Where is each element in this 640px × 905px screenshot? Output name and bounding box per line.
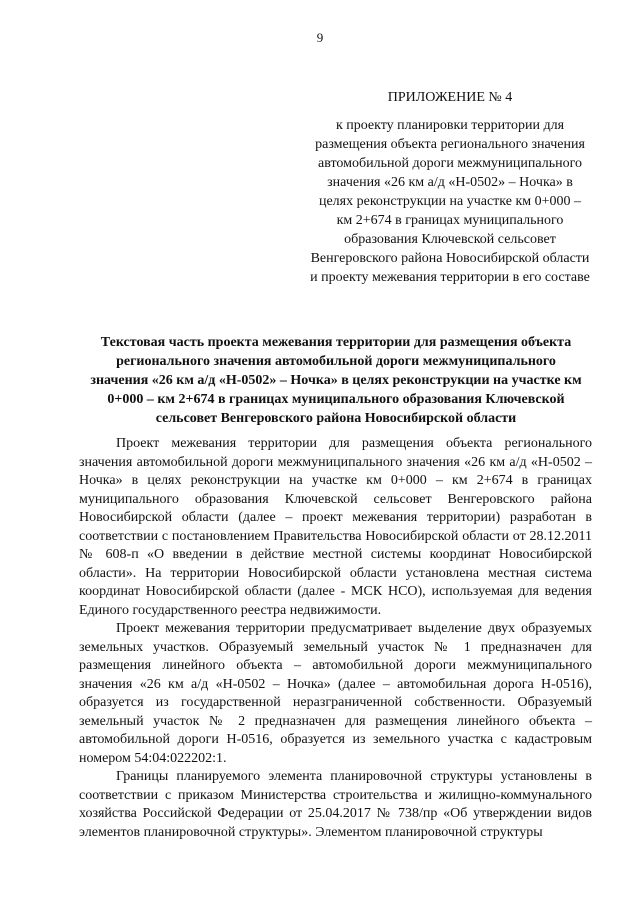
appendix-line: автомобильной дороги межмуниципального [318,156,582,171]
appendix-line: Венгеровского района Новосибирской области [310,251,590,266]
appendix-line: образования Ключевской сельсовет [344,232,556,247]
appendix-line: к проекту планировки территории для [335,118,565,133]
appendix-line: и проекту межевания территории в его составе [310,270,590,285]
appendix-title: ПРИЛОЖЕНИЕ № 4 [387,90,513,105]
appendix-line: целях реконструкции на участке км 0+000 – [318,194,582,209]
body-text [79,435,592,842]
body-paragraph: Проект межевания территории предусматривает выделение двух образуемых земельных участков. Образуемый земельный участок № 1 предназначен для размещения линейного объекта – автомобильной дороги межмуниципального значения «26 км а/д «Н-0502 – Ночка» (далее – автомобильная дорога Н-0516), образуется из государственной неразграниченной собственности. Образуемый земельный участок № 2 предназначен для размещения линейного объекта – автомобильной дороги Н-0516, образуется из земельного участка с кадастровым номером 54:04:022202:1. [79,621,592,766]
body-paragraph: Проект межевания территории для размещения объекта регионального значения автомобильной дороги межмуниципального значения «26 км а/д «Н-0502 – Ночка» в целях реконструкции на участке км 0+000 – км 2+674 в границах муниципального образования Ключевской сельсовет Венгеровского района Новосибирской области (далее – проект межевания территории) разработан в соответствии с постановлением Правительства Новосибирской области от 28.12.2011 № 608-п «О введении в действие местной системы координат Новосибирской области». На территории Новосибирской области установлена местная система координат Новосибирской области (далее - МСК НСО), используемая для ведения Единого государственного реестра недвижимости. [79,436,592,618]
appendix-line: размещения объекта регионального значения [315,137,585,152]
section-title-line: Текстовая часть проекта межевания территории для размещения объекта [100,335,572,350]
page-number: 9 [316,30,324,45]
appendix-line: значения «26 км а/д «Н-0502» – Ночка» в [327,175,573,190]
appendix-line: км 2+674 в границах муниципального [336,213,564,228]
section-title-line: значения «26 км а/д «Н-0502» – Ночка» в целях реконструкции на участке км [90,373,582,388]
section-title-line: сельсовет Венгеровского района Новосибирской области [155,411,517,426]
appendix-block [300,88,600,287]
section-title-line: 0+000 – км 2+674 в границах муниципального образования Ключевской [107,392,565,407]
body-paragraph: Границы планируемого элемента планировочной структуры установлены в соответствии с приказом Министерства строительства и жилищно-коммунального хозяйства Российской Федерации от 25.04.2017 № 738/пр «Об утверждении видов элементов планировочной структуры». Элементом планировочной структуры [79,769,592,840]
section-title-line: регионального значения автомобильной дороги межмуниципального [116,354,556,369]
section-title [80,333,592,428]
